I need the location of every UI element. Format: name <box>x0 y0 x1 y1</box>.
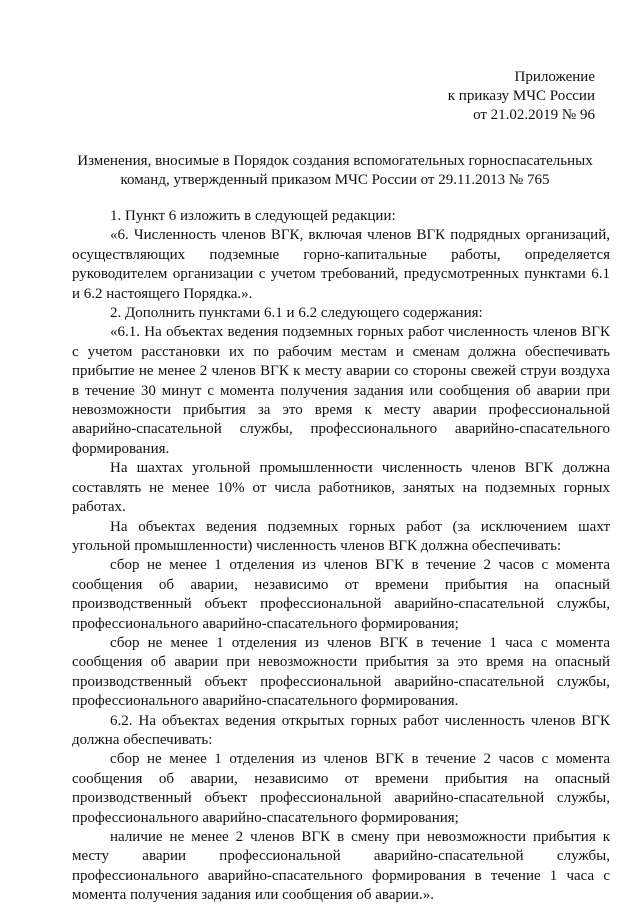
paragraph: наличие не менее 2 членов ВГК в смену при невозможности прибытия к месту аварии профессиональной аварийно-спасательной службы, профессионального аварийно-спасательного формирования в течение 1 часа с момента получения задания или сообщения об аварии.». <box>72 829 610 904</box>
paragraph: На шахтах угольной промышленности численность членов ВГК должна составлять не менее 10% от числа работников, занятых на подземных горных работах. <box>72 460 610 516</box>
document-title <box>70 152 600 190</box>
document-body <box>72 207 610 906</box>
paragraph: 2. Дополнить пунктами 6.1 и 6.2 следующего содержания: <box>110 305 483 322</box>
appendix-line-1: Приложение <box>514 69 595 85</box>
paragraph: сбор не менее 1 отделения из членов ВГК в течение 1 часа с момента сообщения об аварии при невозможности прибытия за это время на опасный производственный объект профессиональной аварийно-спасательной службы, профессионального аварийно-спасательного формирования. <box>72 634 610 710</box>
paragraph: 1. Пункт 6 изложить в следующей редакции: <box>110 208 396 224</box>
paragraph: «6.1. На объектах ведения подземных горных работ численность членов ВГК с учетом расстановки их по рабочим местам и сменам должна обеспечивать прибытие не менее 2 членов ВГК к месту аварии со стороны свежей струи воздуха в течение 30 минут с момента получения задания или сообщения об аварии при невозможности прибытия за это время к месту аварии профессиональной аварийно-спасательной службы, профессионального аварийно-спасательного формирования. <box>72 324 610 457</box>
appendix-line-2: к приказу МЧС России <box>447 88 595 104</box>
paragraph: сбор не менее 1 отделения из членов ВГК в течение 2 часов с момента сообщения об аварии, независимо от времени прибытия на опасный производственный объект профессиональной аварийно-спасательной службы, профессионального аварийно-спасательного формирования; <box>72 751 610 826</box>
paragraph: сбор не менее 1 отделения из членов ВГК в течение 2 часов с момента сообщения об аварии, независимо от времени прибытия на опасный производственный объект профессиональной аварийно-спасательной службы, профессионального аварийно-спасательного формирования; <box>72 557 610 632</box>
appendix-line-3: от 21.02.2019 № 96 <box>473 107 595 123</box>
title-line-2: команд, утвержденный приказом МЧС России от 29.11.2013 № 765 <box>120 172 550 188</box>
title-line-1: Изменения, вносимые в Порядок создания вспомогательных горноспасательных <box>77 153 593 169</box>
paragraph: 6.2. На объектах ведения открытых горных работ численность членов ВГК должна обеспечивать: <box>72 712 610 748</box>
appendix-header <box>448 68 595 125</box>
paragraph: «6. Численность членов ВГК, включая членов ВГК подрядных организаций, осуществляющих подземные горно-капитальные работы, определяется руководителем организации с учетом требований, предусмотренных пунктами 6.1 и 6.2 настоящего Порядка.». <box>72 227 610 302</box>
paragraph: На объектах ведения подземных горных работ (за исключением шахт угольной промышленности) численность членов ВГК должна обеспечивать: <box>72 518 610 554</box>
